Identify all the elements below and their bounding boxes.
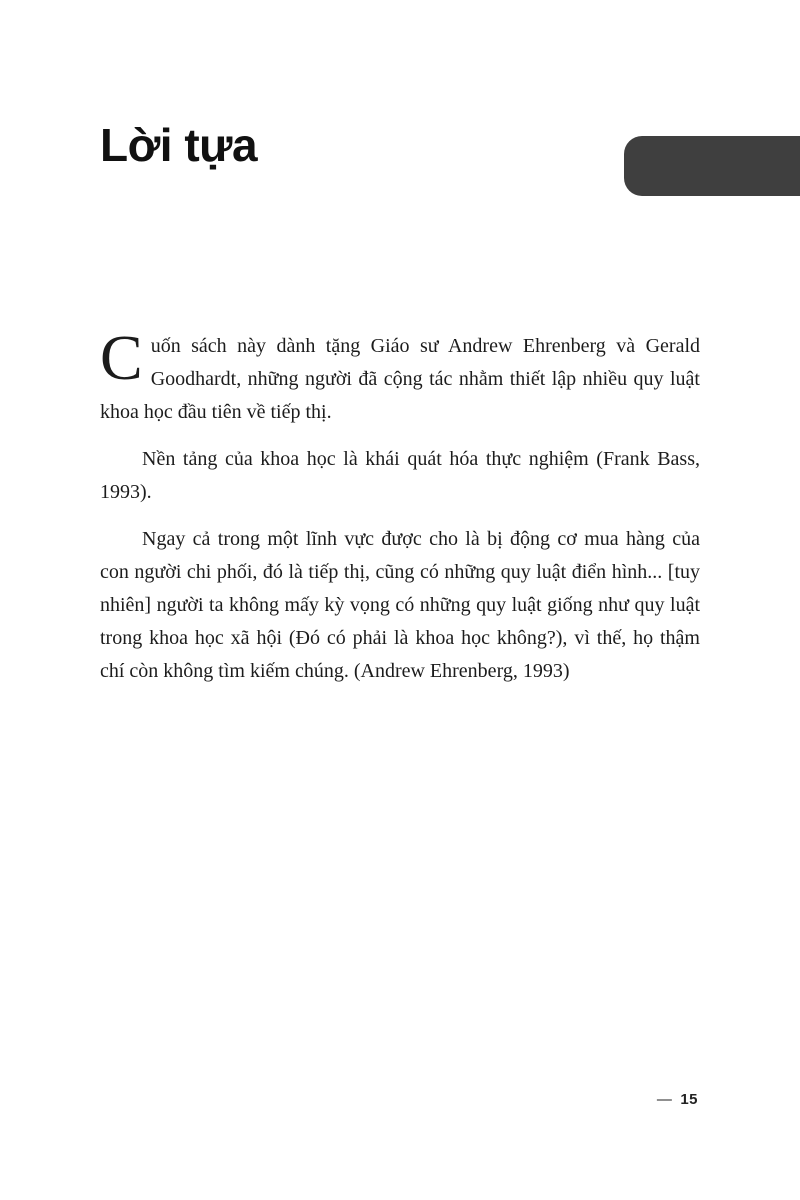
chapter-tab-decoration: [624, 136, 800, 196]
paragraph-quote-ehrenberg: Ngay cả trong một lĩnh vực được cho là bị động cơ mua hàng của con người chi phối, đó là tiếp thị, cũng có những quy luật điển hình... [tuy nhiên] người ta không mấy kỳ vọng có những quy luật giống như quy luật trong khoa học xã hội (Đó có phải là khoa học không?), vì thế, họ thậm chí còn không tìm kiếm chúng. (Andrew Ehrenberg, 1993): [100, 528, 700, 682]
footer-dash: —: [656, 1091, 673, 1108]
page-footer: [657, 1091, 698, 1108]
body-text: [100, 322, 700, 702]
paragraph-dedication-text: uốn sách này dành tặng Giáo sư Andrew Ehrenberg và Gerald Goodhardt, những người đã cộng tác nhằm thiết lập nhiều quy luật khoa học đầu tiên về tiếp thị.: [100, 335, 700, 423]
page-title: Lời tựa: [100, 119, 258, 171]
drop-cap: C: [100, 322, 143, 393]
paragraph-dedication: [100, 322, 700, 429]
paragraph-quote-bass: Nền tảng của khoa học là khái quát hóa thực nghiệm (Frank Bass, 1993).: [100, 448, 700, 503]
page-number: 15: [680, 1091, 698, 1108]
